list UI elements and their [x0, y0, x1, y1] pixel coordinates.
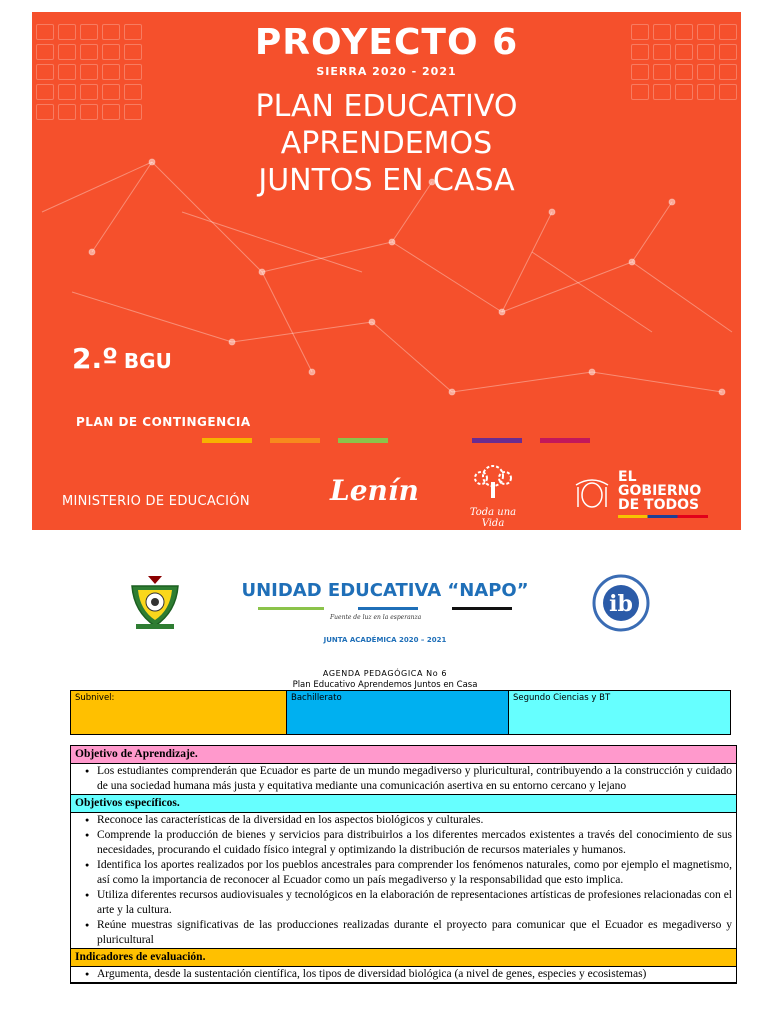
section-heading-objetivo: Objetivo de Aprendizaje.	[71, 746, 736, 764]
cover-banner	[32, 12, 741, 530]
toda-una-vida-logo	[458, 464, 528, 529]
color-bar	[338, 438, 388, 443]
plan-title-line: APRENDEMOS	[280, 126, 493, 161]
list-item: ● Reconoce las características de la diversidad en los aspectos biológicos y culturales.	[75, 813, 732, 828]
grade-label	[72, 342, 172, 375]
section-heading-objetivos-especificos: Objetivos específicos.	[71, 795, 736, 813]
project-title: PROYECTO 6	[254, 22, 519, 63]
ecuador-coat-of-arms-icon	[572, 477, 612, 511]
header-line-blue	[358, 607, 418, 610]
junta-academica: JUNTA ACADÉMICA 2020 – 2021	[323, 636, 447, 644]
list-item: ● Comprende la producción de bienes y servicios para distribuirlos a los diferentes mercados existentes a través del conocimiento de sus necesidades, procurando el cuidado físico integral y optimizando la distribución de recursos materiales y humanos.	[75, 828, 732, 858]
section-body-objetivo	[71, 764, 736, 795]
svg-text:ib: ib	[609, 591, 633, 617]
gobierno-text-line: DE TODOS	[618, 497, 700, 513]
gobierno-logo	[572, 470, 708, 518]
agenda-subtitle: Plan Educativo Aprendemos Juntos en Casa	[292, 680, 478, 690]
plan-title-line: JUNTOS EN CASA	[258, 163, 515, 198]
toda-una-vida-text: Toda una Vida	[469, 507, 517, 529]
color-bar	[472, 438, 522, 443]
plan-title	[32, 88, 741, 199]
region-year: SIERRA 2020 - 2021	[316, 65, 457, 78]
list-item: ● Identifica los aportes realizados por los pueblos ancestrales para comprender los fenómenos naturales, como por ejemplo el magnetismo, así como la importancia de reconocer al Ecuador como un país megadiverso y la responsabilidad que esto implica.	[75, 858, 732, 888]
section-body-indicadores	[71, 967, 736, 983]
header-line-green	[258, 607, 324, 610]
tree-icon	[461, 464, 525, 500]
objectives-table	[70, 745, 737, 984]
grade-level: BGU	[123, 349, 172, 373]
subnivel-cell: Subnivel:	[71, 691, 287, 734]
flag-color-line	[618, 515, 708, 518]
school-motto: Fuente de luz en la esperanza	[330, 614, 422, 621]
color-bar	[202, 438, 252, 443]
list-item: ● Argumenta, desde la sustentación científica, los tipos de diversidad biológica (a nivel de genes, especies y ecosistemas)	[75, 967, 732, 982]
subnivel-table	[70, 690, 731, 735]
grade-number: 2.º	[72, 342, 118, 375]
curso-cell: Segundo Ciencias y BT	[509, 691, 730, 734]
list-item: ● Reúne muestras significativas de las producciones realizadas durante el proyecto para comunicar que el Ecuador es megadiverso y pluricultural	[75, 918, 732, 948]
school-crest-icon	[126, 572, 184, 630]
gobierno-text-line: EL	[618, 469, 637, 485]
agenda-title: AGENDA PEDAGÓGICA No 6	[322, 669, 448, 678]
ministry-label: MINISTERIO DE EDUCACIÓN	[62, 494, 250, 509]
list-item: ● Utiliza diferentes recursos audiovisuales y tecnológicos en la elaboración de representaciones artísticas de profesiones relacionadas con el arte y la cultura.	[75, 888, 732, 918]
plan-title-line: PLAN EDUCATIVO	[255, 89, 518, 124]
ib-world-school-logo-icon	[592, 574, 650, 632]
lenin-logo: Lenín	[330, 474, 419, 507]
header-line-black	[452, 607, 512, 610]
contingency-label: PLAN DE CONTINGENCIA	[76, 415, 251, 429]
section-body-objetivos-especificos	[71, 813, 736, 949]
gobierno-text-line: GOBIERNO	[618, 483, 702, 499]
color-bar	[270, 438, 320, 443]
nivel-cell: Bachillerato	[287, 691, 509, 734]
list-item: ● Los estudiantes comprenderán que Ecuador es parte de un mundo megadiverso y pluricultural, contribuyendo a la construcción y cuidado de una sociedad humana más justa y equitativa mediante una comunicación asertiva en su entorno cercano y lejano	[75, 764, 732, 794]
school-name: UNIDAD EDUCATIVA “NAPO”	[241, 580, 529, 601]
section-heading-indicadores: Indicadores de evaluación.	[71, 949, 736, 967]
color-bar	[540, 438, 590, 443]
